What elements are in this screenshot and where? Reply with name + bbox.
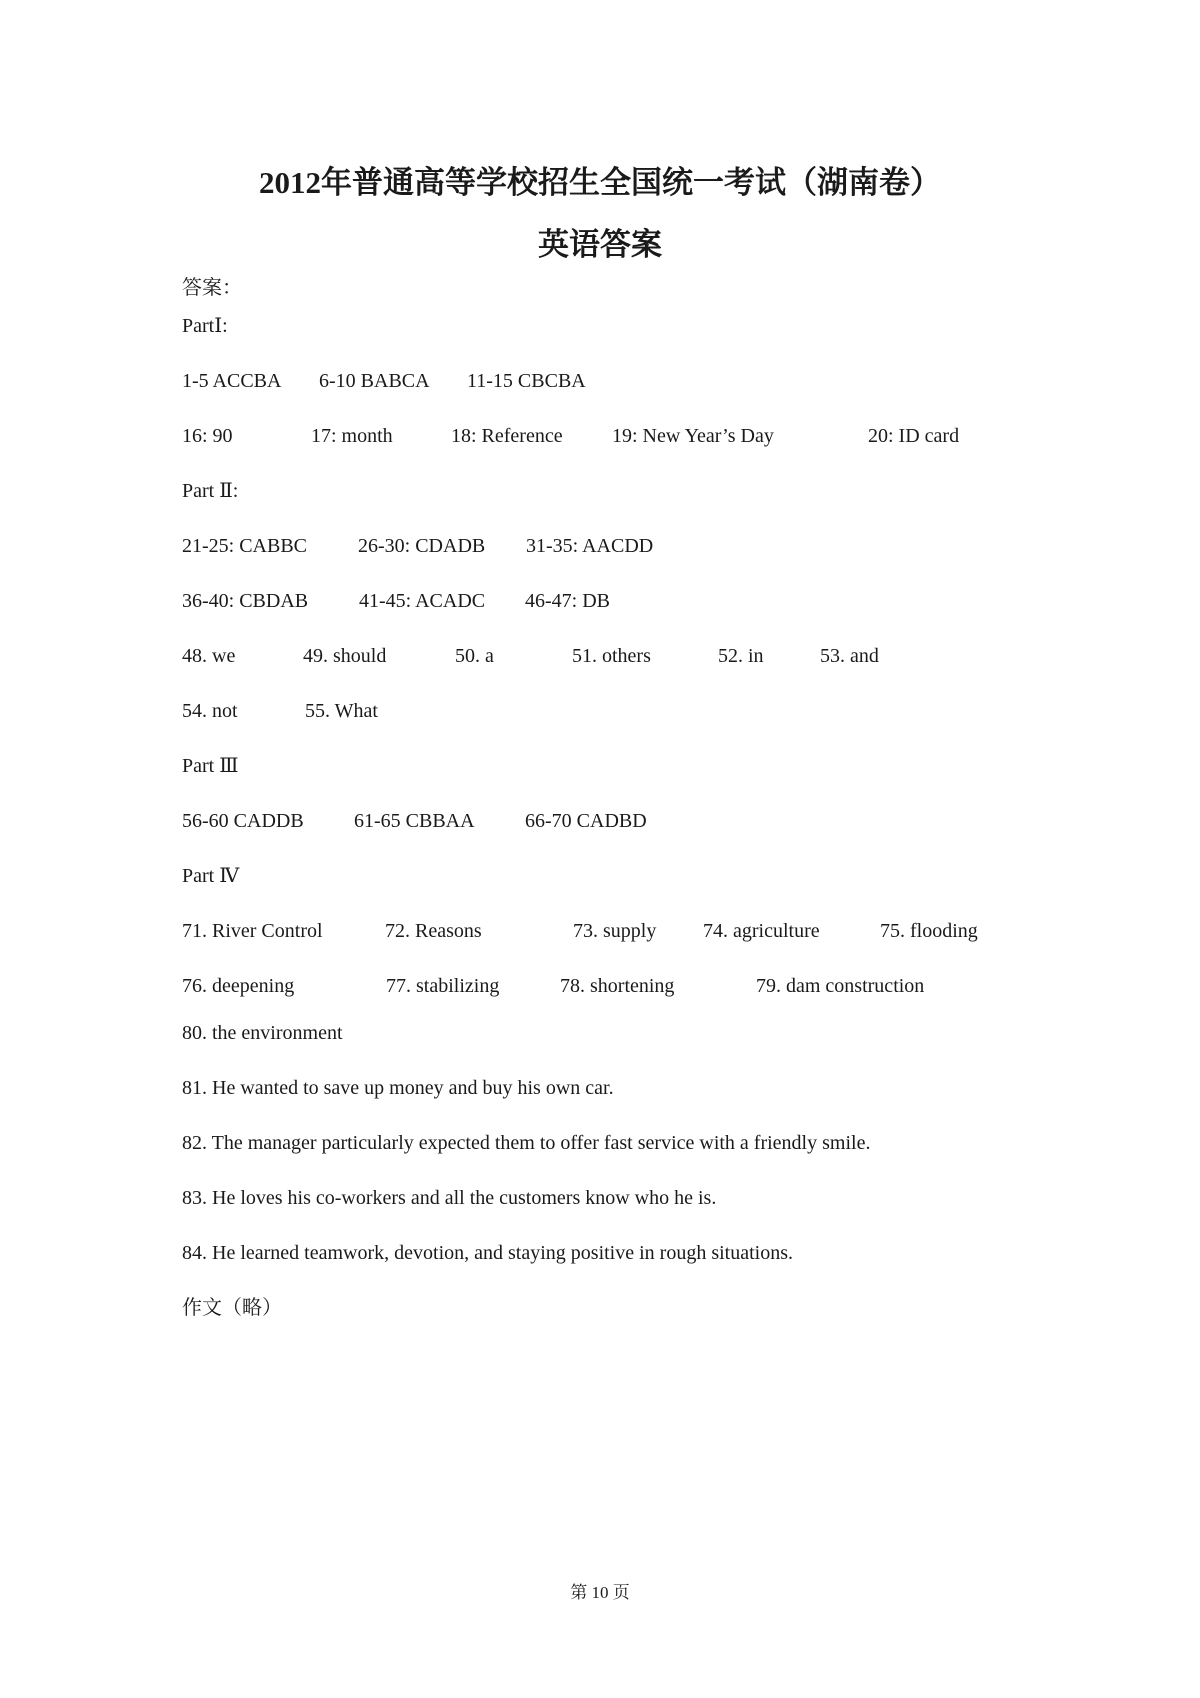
part4-row2 [0, 974, 1200, 998]
part3-heading: Part Ⅲ [182, 755, 239, 777]
answer-82: 82. The manager particularly expected them to offer fast service with a friendly smile. [182, 1132, 871, 1154]
answer-84: 84. He learned teamwork, devotion, and staying positive in rough situations. [182, 1242, 793, 1264]
answers-label: 答案： [182, 277, 242, 299]
part1-row1 [0, 369, 1200, 393]
answer-item: 41-45: ACADC [359, 590, 486, 612]
answer-item: 16: 90 [182, 425, 233, 447]
document-subtitle: 英语答案 [538, 227, 662, 262]
answer-item: 21-25: CABBC [182, 535, 308, 557]
answer-item: 61-65 CBBAA [354, 810, 475, 832]
answer-item: 46-47: DB [525, 590, 610, 612]
part2-heading: Part Ⅱ: [182, 480, 239, 502]
part2-row3 [0, 644, 1200, 668]
answer-item: 56-60 CADDB [182, 810, 304, 832]
answer-item: 31-35: AACDD [526, 535, 654, 557]
essay-note: 作文（略） [182, 1297, 282, 1319]
answer-item: 78. shortening [560, 975, 675, 997]
answer-item: 71. River Control [182, 920, 323, 942]
answer-item: 53. and [820, 645, 879, 667]
answer-83: 83. He loves his co-workers and all the customers know who he is. [182, 1187, 717, 1209]
part4-row1 [0, 919, 1200, 943]
answer-item: 1-5 ACCBA [182, 370, 282, 392]
answer-item: 51. others [572, 645, 651, 667]
answer-item: 55. What [305, 700, 378, 722]
answer-81: 81. He wanted to save up money and buy his own car. [182, 1077, 614, 1099]
answer-item: 18: Reference [451, 425, 563, 447]
part4-heading: Part Ⅳ [182, 865, 240, 887]
answer-item: 77. stabilizing [386, 975, 500, 997]
answer-item: 73. supply [573, 920, 657, 942]
answer-item: 6-10 BABCA [319, 370, 430, 392]
answer-item: 66-70 CADBD [525, 810, 647, 832]
answer-item: 48. we [182, 645, 236, 667]
answer-item: 75. flooding [880, 920, 978, 942]
answer-item: 72. Reasons [385, 920, 482, 942]
part1-heading: PartⅠ: [182, 315, 228, 337]
answer-item: 50. a [455, 645, 494, 667]
answer-item: 26-30: CDADB [358, 535, 486, 557]
part3-row1 [0, 809, 1200, 833]
answer-item: 54. not [182, 700, 238, 722]
answer-80: 80. the environment [182, 1022, 343, 1044]
answer-item: 36-40: CBDAB [182, 590, 309, 612]
answer-item: 11-15 CBCBA [467, 370, 586, 392]
answer-item: 49. should [303, 645, 387, 667]
document-title: 2012年普通高等学校招生全国统一考试（湖南卷） [259, 165, 941, 200]
part2-row4 [0, 699, 1200, 723]
answer-item: 74. agriculture [703, 920, 820, 942]
answer-item: 17: month [311, 425, 393, 447]
part2-row1 [0, 534, 1200, 558]
answer-item: 52. in [718, 645, 764, 667]
answer-item: 20: ID card [868, 425, 960, 447]
part2-row2 [0, 589, 1200, 613]
answer-item: 79. dam construction [756, 975, 925, 997]
part1-row2 [0, 424, 1200, 448]
answer-item: 76. deepening [182, 975, 295, 997]
answer-item: 19: New Year’s Day [612, 425, 774, 447]
page-number: 第 10 页 [570, 1583, 630, 1602]
